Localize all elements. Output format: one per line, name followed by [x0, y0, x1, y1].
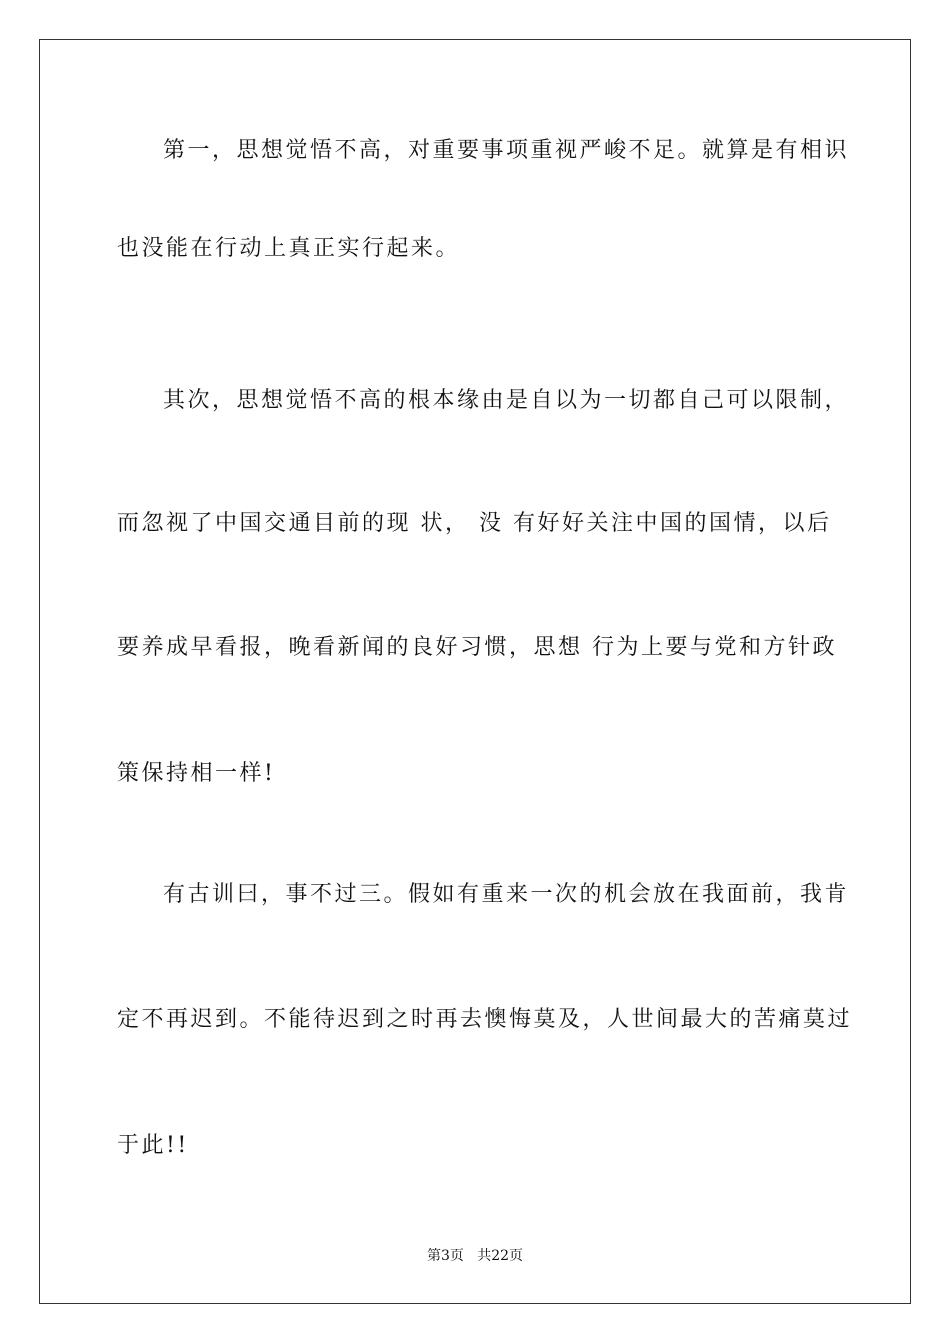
paragraph-line: 定不再迟到。不能待迟到之时再去懊悔莫及，人世间最大的苦痛莫过: [117, 1007, 853, 1032]
paragraph-line: 于此!!: [117, 1133, 189, 1158]
page-number: 第3页 共22页: [426, 1248, 524, 1264]
page-frame: [39, 39, 911, 1304]
paragraph-line: 策保持相一样!: [117, 761, 276, 786]
paragraph-line: 要养成早看报，晚看新闻的良好习惯，思想 行为上要与党和方针政: [117, 635, 837, 660]
paragraph-line: 而忽视了中国交通目前的现 状， 没 有好好关注中国的国情，以后: [117, 511, 832, 536]
paragraph-line: 其次，思想觉悟不高的根本缘由是自以为一切都自己可以限制，: [163, 388, 850, 413]
paragraph-line: 第一，思想觉悟不高，对重要事项重视严峻不足。就算是有相识: [163, 138, 850, 163]
paragraph-line: 有古训曰，事不过三。假如有重来一次的机会放在我面前，我肯: [163, 882, 850, 907]
paragraph-line: 也没能在行动上真正实行起来。: [117, 236, 461, 261]
